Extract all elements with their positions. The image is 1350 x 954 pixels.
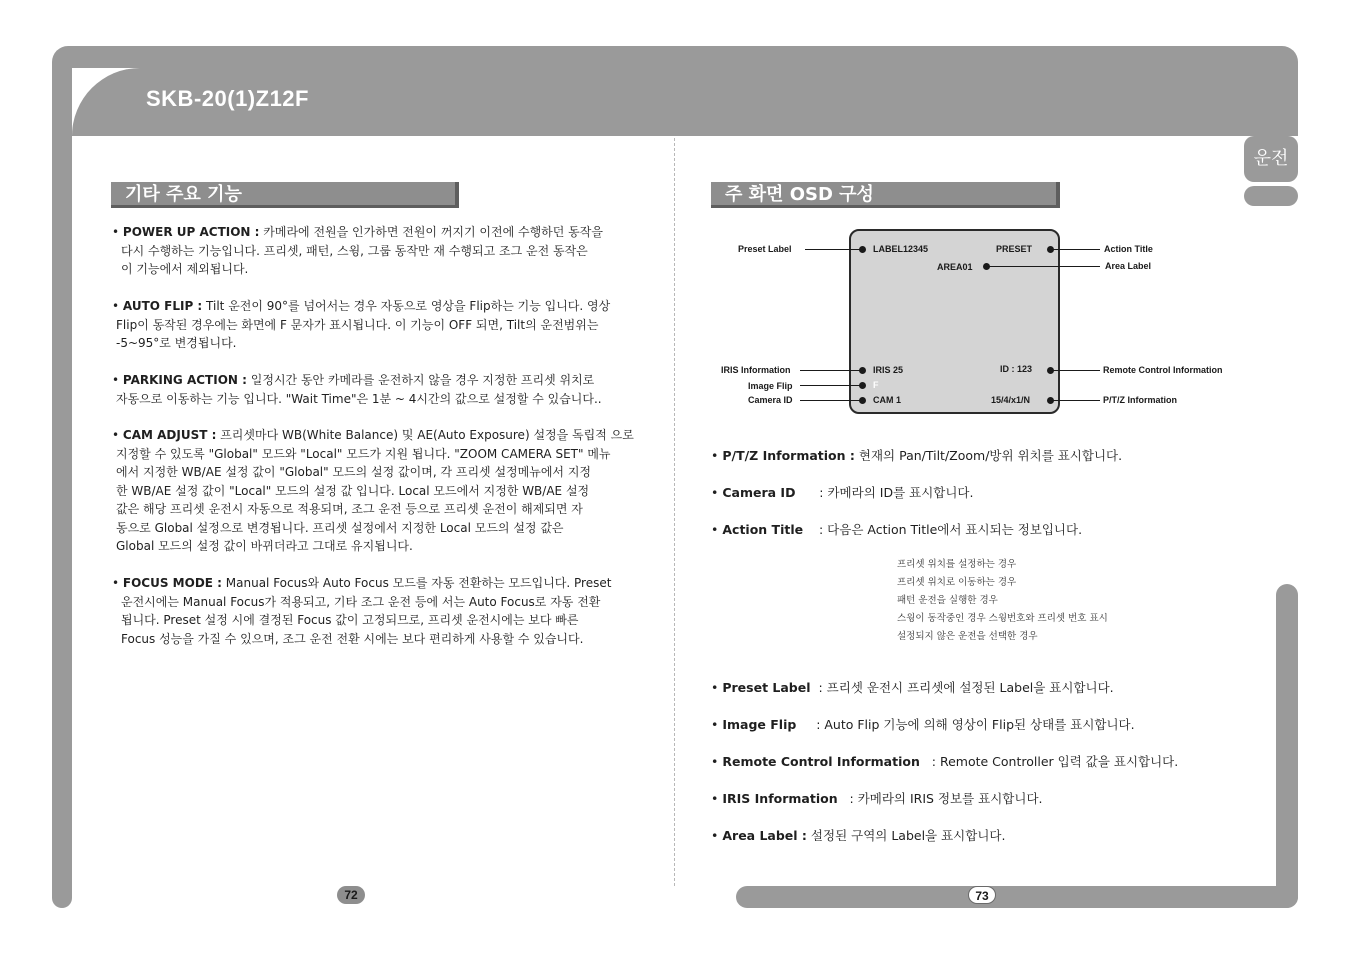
- callout-camera-id: Camera ID: [748, 395, 793, 405]
- info-item-action-title: • Action Title : 다음은 Action Title에서 표시되는 정보입니다.: [711, 522, 1083, 537]
- right-section-title: 주 화면 OSD 구성: [711, 182, 1060, 208]
- feature-label: POWER UP ACTION :: [122, 225, 260, 239]
- item-label: Action Title: [722, 522, 804, 537]
- callout-ptz-information: P/T/Z Information: [1103, 395, 1177, 405]
- callout-preset-label: Preset Label: [738, 244, 792, 254]
- info-item-preset-label: • Preset Label : 프리셋 운전시 프리셋에 설정된 Label을 표시합니다.: [711, 680, 1114, 695]
- feature-text: 동으로 Global 설정으로 변경됩니다. 프리셋 설정에서 지정한 Local 모드의 설정 값은: [116, 520, 564, 535]
- callout-action-title: Action Title: [1104, 244, 1153, 254]
- page-number-left: 72: [337, 886, 365, 904]
- list-item: 패턴 운전을 실행한 경우: [897, 595, 998, 606]
- callout-line: [800, 370, 861, 371]
- feature-text: 값은 해당 프리셋 운전시 자동으로 적용되며, 조그 운전 등으로 프리셋 운전이 해제되면 자: [116, 502, 583, 516]
- feature-line: • POWER UP ACTION : 카메라에 전원을 인가하면 전원이 꺼지기 이전에 수행하던 동작을: [112, 225, 603, 239]
- callout-iris-information: IRIS Information: [721, 365, 791, 375]
- info-item-remote-control: • Remote Control Information : Remote Controller 입력 값을 표시합니다.: [711, 754, 1179, 769]
- feature-item: [112, 574, 642, 648]
- item-text: : 카메라의 ID를 표시합니다.: [819, 485, 974, 500]
- feature-text: 일정시간 동안 카메라를 운전하지 않을 경우 지정한 프리셋 위치로: [250, 373, 595, 387]
- page-divider: [674, 138, 675, 886]
- page-frame-gap: [72, 136, 1298, 138]
- item-label: Preset Label: [722, 680, 811, 695]
- left-section-title: 기타 주요 기능: [111, 182, 459, 208]
- page-frame-right: [1276, 584, 1298, 908]
- feature-line: [112, 242, 642, 261]
- side-tab-operation: 운전: [1244, 136, 1298, 182]
- info-item-iris: • IRIS Information : 카메라의 IRIS 정보를 표시합니다.: [711, 791, 1043, 806]
- callout-line: [805, 249, 861, 250]
- feature-line: • PARKING ACTION : 일정시간 동안 카메라를 운전하지 않을 경우 지정한 프리셋 위치로: [112, 373, 595, 387]
- item-label: Area Label :: [722, 828, 807, 843]
- feature-line: [112, 611, 642, 630]
- feature-line: • FOCUS MODE : Manual Focus와 Auto Focus 모드를 자동 전환하는 모드입니다. Preset: [112, 576, 612, 590]
- item-text: : Remote Controller 입력 값을 표시합니다.: [931, 754, 1179, 769]
- list-item: 프리셋 위치로 이동하는 경우: [897, 577, 1017, 588]
- feature-label: FOCUS MODE :: [122, 576, 222, 590]
- callout-line: [1052, 249, 1100, 250]
- callout-line: [1052, 400, 1100, 401]
- info-item-image-flip: • Image Flip : Auto Flip 기능에 의해 영상이 Flip된 상태를 표시합니다.: [711, 717, 1135, 732]
- item-label: Image Flip: [722, 717, 797, 732]
- item-label: Remote Control Information: [722, 754, 920, 769]
- feature-text: 이 기능에서 제외됩니다.: [121, 262, 249, 276]
- feature-line: [112, 500, 642, 519]
- info-item-camera-id: • Camera ID : 카메라의 ID를 표시합니다.: [711, 485, 974, 500]
- feature-item: [112, 371, 642, 408]
- osd-action-text: PRESET: [996, 244, 1033, 254]
- osd-flip-text: F: [873, 380, 879, 390]
- osd-label-text: LABEL12345: [873, 244, 929, 254]
- feature-label: AUTO FLIP :: [122, 299, 203, 313]
- osd-ptz-text: 15/4/x1/N: [991, 395, 1031, 405]
- osd-screen-diagram: [849, 229, 1060, 414]
- feature-line: • AUTO FLIP : Tilt 운전이 90°를 넘어서는 경우 자동으로 영상을 Flip하는 기능 입니다. 영상: [112, 299, 611, 313]
- page-frame-left: [52, 100, 72, 908]
- callout-image-flip: Image Flip: [748, 381, 793, 391]
- feature-text: 지정할 수 있도록 "Global" 모드와 "Local" 모드가 지원 됩니다. "ZOOM CAMERA SET" 메뉴: [116, 446, 611, 461]
- list-item: 프리셋 위치를 설정하는 경우: [897, 559, 1017, 570]
- feature-line: [112, 463, 642, 482]
- feature-item: [112, 223, 642, 279]
- action-title-list: [897, 556, 1108, 646]
- callout-line: [800, 385, 861, 386]
- osd-iris-text: IRIS 25: [873, 365, 904, 375]
- feature-text: Flip이 동작된 경우에는 화면에 F 문자가 표시됩니다. 이 기능이 OFF 되면, Tilt의 운전범위는: [116, 317, 599, 332]
- feature-text: Global 모드의 설정 값이 바뀌더라고 그대로 유지됩니다.: [116, 539, 413, 553]
- feature-line: [112, 593, 642, 612]
- feature-text: 자동으로 이동하는 기능 입니다. "Wait Time"은 1분 ~ 4시간의 값으로 설정할 수 있습니다..: [116, 391, 602, 406]
- item-text: : 다음은 Action Title에서 표시되는 정보입니다.: [819, 522, 1083, 537]
- feature-text: 됩니다. Preset 설정 시에 결정된 Focus 값이 고정되므로, 프리셋 운전시에는 보다 빠른: [121, 613, 579, 627]
- list-item: 스윙이 동작중인 경우 스윙번호와 프리셋 번호 표시: [897, 613, 1108, 624]
- side-tab-blank: [1244, 186, 1298, 206]
- osd-cam-text: CAM 1: [873, 395, 902, 405]
- feature-text: 카메라에 전원을 인가하면 전원이 꺼지기 이전에 수행하던 동작을: [263, 225, 603, 239]
- feature-line: [112, 482, 642, 501]
- feature-line: [112, 537, 642, 556]
- item-label: P/T/Z Information :: [722, 448, 855, 463]
- callout-remote-control: Remote Control Information: [1103, 365, 1223, 375]
- feature-label: CAM ADJUST :: [122, 428, 217, 442]
- feature-line: [112, 390, 642, 409]
- page-number-right: 73: [968, 886, 996, 904]
- item-label: IRIS Information: [722, 791, 838, 806]
- item-text: : 카메라의 IRIS 정보를 표시합니다.: [849, 791, 1043, 806]
- item-text: : 프리셋 운전시 프리셋에 설정된 Label을 표시합니다.: [818, 680, 1114, 695]
- callout-line: [800, 400, 861, 401]
- info-item-area-label: • Area Label : 설정된 구역의 Label을 표시합니다.: [711, 828, 1006, 843]
- feature-line: • CAM ADJUST : 프리셋마다 WB(White Balance) 및 AE(Auto Exposure) 설정을 독립적 으로: [112, 428, 634, 442]
- callout-line: [988, 266, 1100, 267]
- callout-line: [1052, 370, 1100, 371]
- feature-text: Manual Focus와 Auto Focus 모드를 자동 전환하는 모드입니다. Preset: [225, 576, 612, 590]
- document-title: SKB-20(1)Z12F: [146, 86, 309, 111]
- feature-line: [112, 260, 642, 279]
- item-text: 설정된 구역의 Label을 표시합니다.: [810, 828, 1006, 843]
- feature-text: 한 WB/AE 설정 값이 "Local" 모드의 설정 값 입니다. Local 모드에서 지정한 WB/AE 설정: [116, 483, 590, 498]
- feature-text: 에서 지정한 WB/AE 설정 값이 "Global" 모드의 설정 값이며, 각 프리셋 설정메뉴에서 지정: [116, 465, 592, 479]
- feature-text: Tilt 운전이 90°를 넘어서는 경우 자동으로 영상을 Flip하는 기능 입니다. 영상: [206, 299, 611, 313]
- feature-text: -5~95°로 변경됩니다.: [116, 336, 237, 350]
- osd-id-text: ID : 123: [1000, 364, 1033, 374]
- feature-item: [112, 426, 642, 556]
- feature-item: [112, 297, 642, 353]
- feature-text: 프리셋마다 WB(White Balance) 및 AE(Auto Exposure) 설정을 독립적 으로: [220, 428, 634, 442]
- page-frame-bottom-curve: [1150, 760, 1276, 886]
- feature-label: PARKING ACTION :: [122, 373, 247, 387]
- feature-text: Focus 성능을 가질 수 있으며, 조그 운전 전환 시에는 보다 편리하게 사용할 수 있습니다.: [121, 631, 584, 646]
- item-text: : Auto Flip 기능에 의해 영상이 Flip된 상태를 표시합니다.: [816, 717, 1135, 732]
- callout-area-label: Area Label: [1105, 261, 1152, 271]
- list-item: 설정되지 않은 운전을 선택한 경우: [897, 631, 1038, 642]
- page-frame-bottom: [736, 886, 1298, 908]
- feature-text: 운전시에는 Manual Focus가 적용되고, 기타 조그 운전 등에 서는 Auto Focus로 자동 전환: [121, 594, 601, 609]
- feature-line: [112, 630, 642, 649]
- item-text: 현재의 Pan/Tilt/Zoom/방위 위치를 표시합니다.: [858, 448, 1123, 463]
- info-item-ptz: • P/T/Z Information : 현재의 Pan/Tilt/Zoom/방위 위치를 표시합니다.: [711, 448, 1123, 463]
- feature-line: [112, 334, 642, 353]
- feature-line: [112, 519, 642, 538]
- feature-text: 다시 수행하는 기능입니다. 프리셋, 패턴, 스윙, 그룹 동작만 재 수행되고 조그 운전 동작은: [121, 243, 588, 258]
- feature-line: [112, 316, 642, 335]
- osd-area-text: AREA01: [937, 262, 973, 272]
- feature-line: [112, 445, 642, 464]
- item-label: Camera ID: [722, 485, 796, 500]
